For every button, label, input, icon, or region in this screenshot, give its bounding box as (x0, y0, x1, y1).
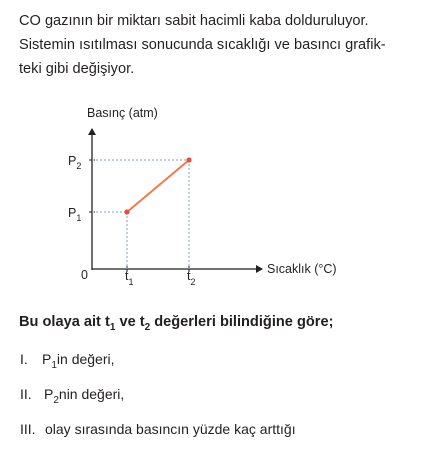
data-point-t2-p2 (186, 157, 191, 162)
data-point-t1-p1 (124, 209, 129, 214)
option-1-text: in değeri, (56, 351, 115, 367)
option-2-number: II. (20, 386, 32, 402)
t2-letter: t (139, 314, 145, 330)
option-2-subscript: 2 (53, 395, 59, 406)
t1-subscript: 1 (109, 322, 116, 333)
t1-letter: t (104, 314, 110, 330)
y-tick-label-p1: $P_1$ (68, 206, 82, 223)
x-axis-label: Sıcaklık (°C) (267, 262, 337, 276)
origin-label: 0 (81, 268, 88, 282)
statement-line-1: CO gazının bir miktarı sabit hacimli kaba dolduruluyor. (19, 13, 369, 29)
question-prefix: Bu olaya ait (19, 314, 105, 330)
x-tick-label-t1: $t_1$ (125, 269, 134, 287)
option-1-number: I. (20, 351, 28, 367)
statement-line-3: teki gibi değişiyor. (19, 61, 135, 77)
y-tick-label-p2: $P_2$ (68, 154, 82, 171)
question-suffix: değerleri bilindiğine göre; (150, 314, 334, 330)
x-tick-label-t2: $t_2$ (187, 269, 196, 287)
question-conj: ve (115, 314, 140, 330)
question-t1 (104, 314, 116, 333)
statement-line-2: Sistemin ısıtılması sonucunda sıcaklığı ve basıncı grafik- (19, 37, 386, 53)
option-1-subscript: 1 (51, 360, 57, 371)
statement-option-3 (20, 421, 296, 437)
question-t2 (139, 314, 151, 333)
option-3-number: III. (20, 421, 36, 437)
option-1-letter: P (42, 351, 52, 367)
statement-option-1 (20, 351, 115, 371)
option-2-text: nin değeri, (58, 386, 125, 402)
t2-subscript: 2 (144, 322, 151, 333)
series-line (127, 160, 189, 212)
statement-option-2 (20, 386, 125, 406)
option-2-letter: P (44, 386, 54, 402)
question-prompt (19, 314, 334, 333)
y-axis-label: Basınç (atm) (87, 106, 158, 120)
option-3-text: olay sırasında basıncın yüzde kaç arttığı (45, 421, 296, 437)
